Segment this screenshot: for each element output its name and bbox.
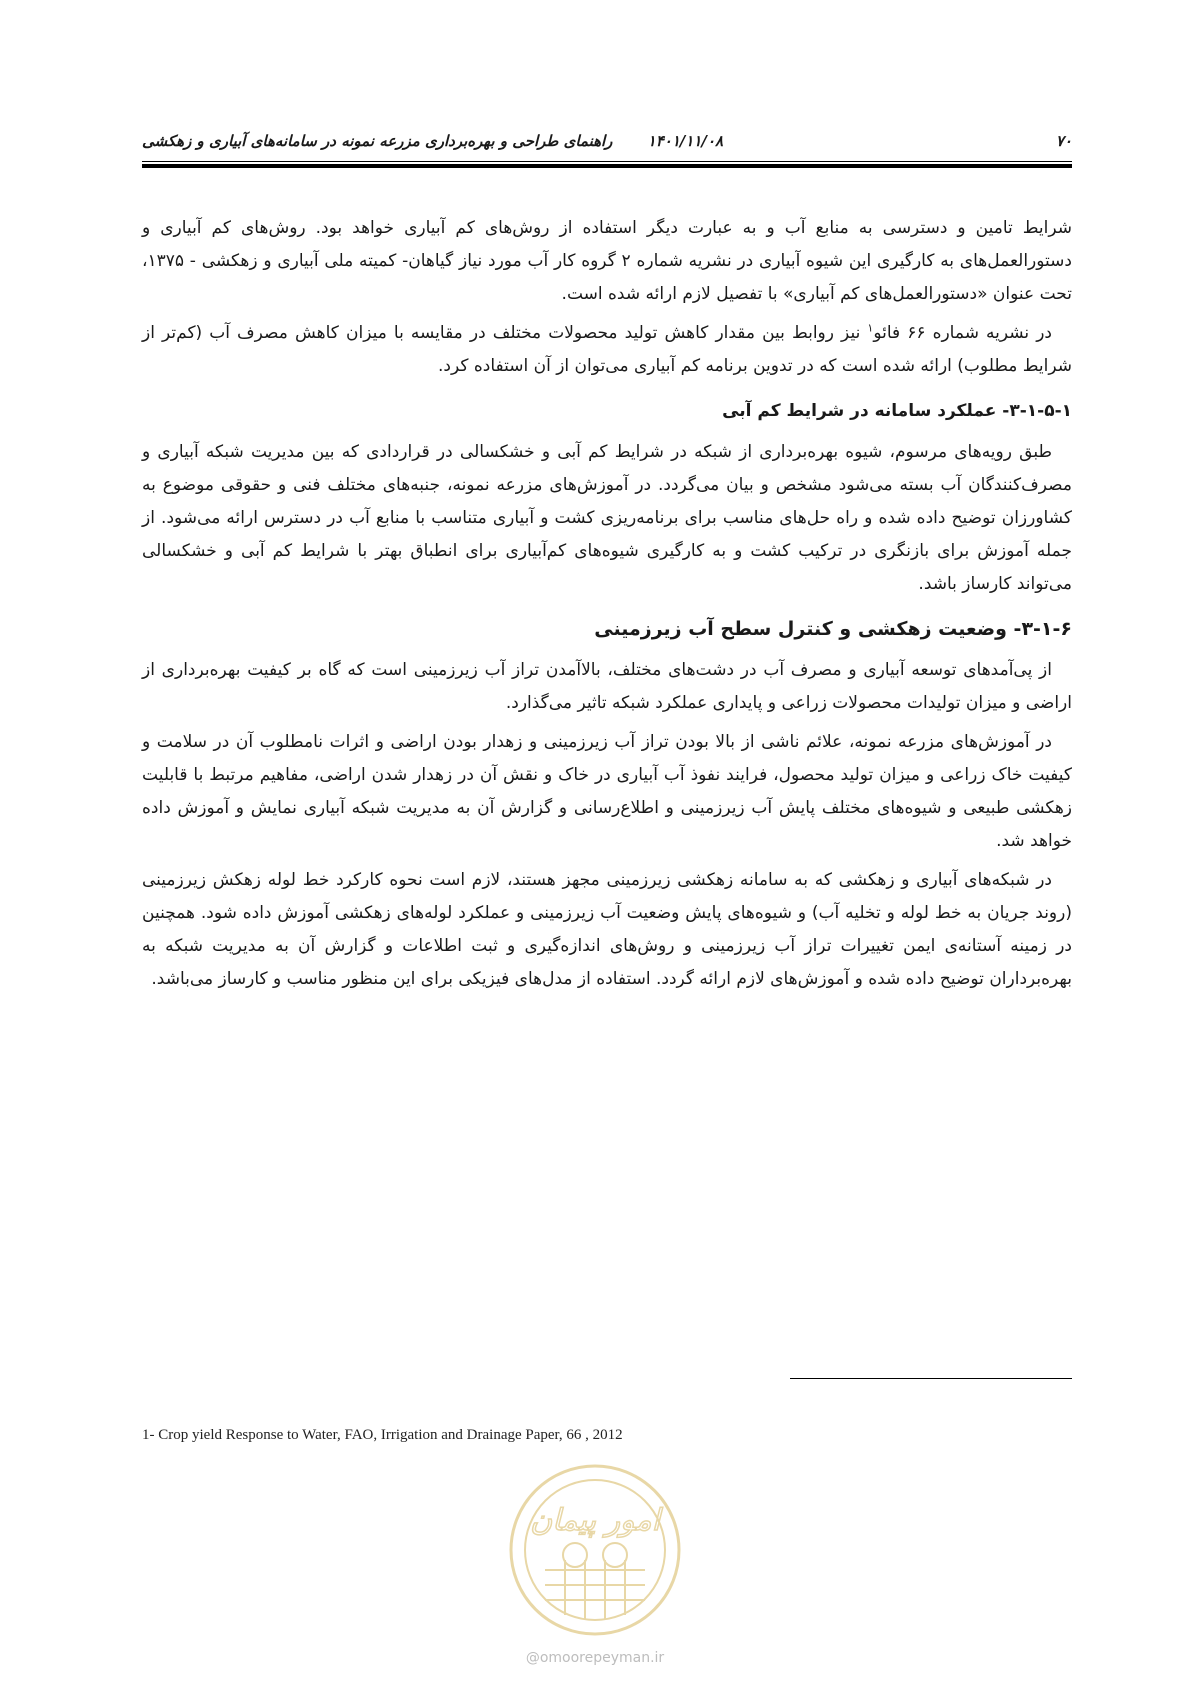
paragraph-3: طبق رویه‌های مرسوم، شیوه بهره‌برداری از شبکه در شرایط کم آبی و خشکسالی در قراردادی که بین مدیریت شبکه آبیاری و مصرف‌کنندگان آب بسته می‌شود مشخص و بیان می‌گردد. در آموزش‌های مزرعه نمونه، جنبه‌های مختلف فنی و حقوقی موضوع به کشاورزان توضیح داده شده و راه حل‌های مناسب برای برنامه‌ریزی کشت و آبیاری متناسب با منابع آب در دسترس ارائه می‌شود. از جمله آموزش برای بازنگری در ترکیب کشت و به کارگیری شیوه‌های کم‌آبیاری برای انطباق بهتر با شرایط کم آبی و خشکسالی می‌تواند کارساز باشد. (142, 442, 1072, 594)
running-title (142, 132, 723, 150)
paragraph-6: در شبکه‌های آبیاری و زهکشی که به سامانه زهکشی زیرزمینی مجهز هستند، لازم است نحوه کارکرد خط لوله زهکش زیرزمینی (روند جریان به خط لوله و تخلیه آب) و شیوه‌های پایش وضعیت آب زیرزمینی و عملکرد لوله‌های زهکشی آموزش داده شود. همچنین در زمینه آستانه‌ی ایمن تغییرات تراز آب زیرزمینی و روش‌های اندازه‌گیری و ثبت اطلاعات و گزارش آن به مدیریت شبکه به بهره‌برداران توضیح داده شده و آموزش‌های لازم ارائه گردد. استفاده از مدل‌های فیزیکی برای این منظور مناسب و کارساز می‌باشد. (142, 870, 1072, 989)
seal-logo-icon (505, 1460, 685, 1640)
section-heading-3-1-5-1: ۳-۱-۵-۱- عملکرد سامانه در شرایط کم آبی (722, 401, 1072, 421)
paragraph-4: از پی‌آمدهای توسعه آبیاری و مصرف آب در دشت‌های مختلف، بالاآمدن تراز آب زیرزمینی است که گاه بر کیفیت بهره‌برداری از اراضی و میزان تولیدات محصولات زراعی و پایداری عملکرد شبکه تاثیر می‌گذارد. (142, 660, 1072, 713)
page-number: ۷۰ (1055, 132, 1072, 150)
paragraph-2 (142, 317, 1072, 383)
footnote: 1- Crop yield Response to Water, FAO, Irrigation and Drainage Paper, 66 , 2012 (142, 1427, 623, 1443)
svg-text:امور پیمان: امور پیمان (530, 1503, 660, 1538)
header-title: راهنمای طراحی و بهره‌برداری مزرعه نمونه در سامانه‌های آبیاری و زهکشی (142, 132, 613, 150)
running-header (142, 132, 1072, 158)
footnote-ref: ۱ (867, 321, 874, 335)
paragraph-1: شرایط تامین و دسترسی به منابع آب و به عبارت دیگر استفاده از روش‌های کم آبیاری خواهد بود. روش‌های کم آبیاری و دستورالعمل‌های به کارگیری این شیوه آبیاری در نشریه شماره ۲ گروه کار آب مورد نیاز گیاهان- کمیته ملی آبیاری و زهکشی - ۱۳۷۵، تحت عنوان «دستورالعمل‌های کم آبیاری» با تفصیل لازم ارائه شده است. (142, 218, 1072, 304)
paragraph-5: در آموزش‌های مزرعه نمونه، علائم ناشی از بالا بودن تراز آب زیرزمینی و زهدار بودن اراضی و اثرات نامطلوب آن در سلامت و کیفیت خاک زراعی و میزان تولید محصول، فرایند نفوذ آب آبیاری در خاک و نقش آن در زهدار شدن اراضی، مفاهیم مرتبط با قابلیت زهکشی طبیعی و شیوه‌های مختلف پایش آب زیرزمینی و اطلاع‌رسانی و گزارش آن به مدیریت شبکه آبیاری نمایش و آموزش داده خواهد شد. (142, 732, 1072, 851)
paragraph-2-start: در نشریه شماره ۶۶ فائو (873, 323, 1052, 343)
header-date: ۱۴۰۱/۱۱/۰۸ (647, 132, 724, 150)
header-rule-thin (142, 161, 1072, 162)
footnote-separator (790, 1378, 1072, 1379)
header-rule-thick (142, 164, 1072, 168)
section-heading-3-1-6: ۳-۱-۶- وضعیت زهکشی و کنترل سطح آب زیرزمینی (594, 618, 1072, 640)
page-body (142, 212, 1072, 1002)
paragraph-2-end: نیز روابط بین مقدار کاهش تولید محصولات مختلف در مقایسه با میزان کاهش مصرف آب (کم‌تر از شرایط مطلوب) ارائه شده است که در تدوین برنامه کم آبیاری می‌توان از آن استفاده کرد. (142, 323, 1072, 376)
watermark: @omoorepeyman.ir (525, 1650, 665, 1666)
